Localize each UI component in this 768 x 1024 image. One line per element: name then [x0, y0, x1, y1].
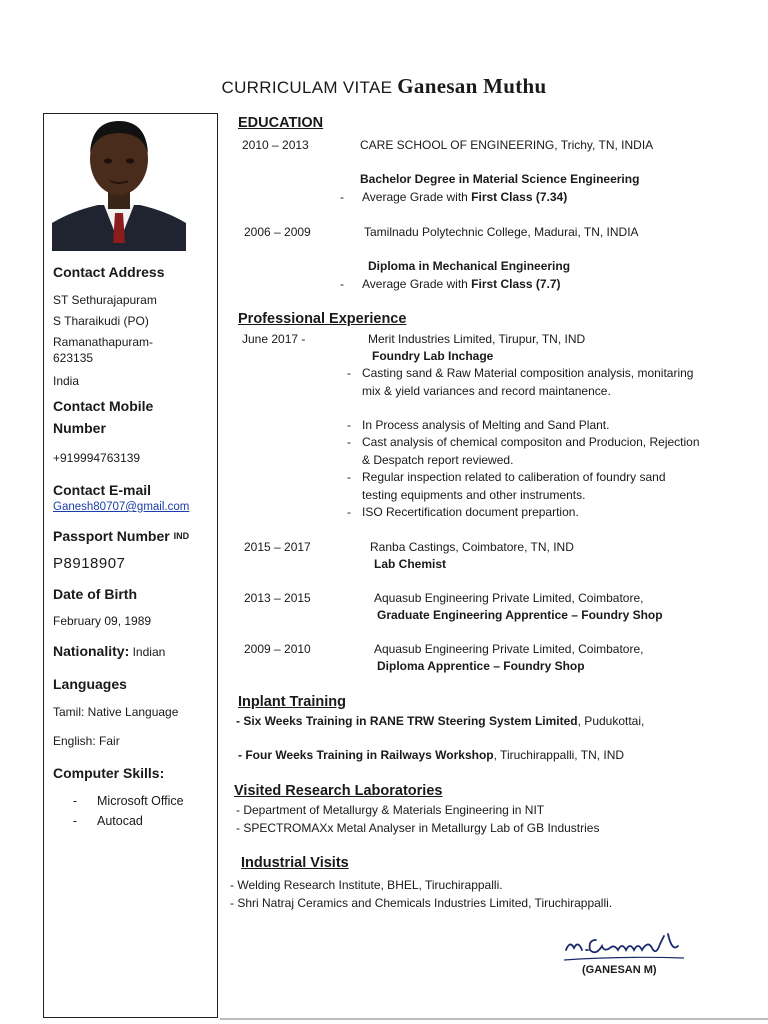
address-line: 623135 [53, 351, 94, 365]
experience-company: Ranba Castings, Coimbatore, TN, IND [370, 540, 574, 554]
sidebar [43, 113, 218, 1018]
skills-heading: Computer Skills: [53, 765, 165, 781]
education-period: 2010 – 2013 [242, 138, 309, 152]
inplant-item-rest: , Tiruchirappalli, TN, IND [493, 748, 625, 762]
duty-item: - In Process analysis of Melting and Sand Plant. [336, 417, 702, 435]
grade-prefix: Average Grade with [362, 277, 472, 291]
duty-text: In Process analysis of Melting and Sand Plant. [362, 418, 610, 432]
sidebar-details [53, 262, 213, 831]
education-heading: EDUCATION [238, 115, 324, 131]
duty-item: - Casting sand & Raw Material composition analysis, monitaring mix & yield variances and record maintanence. [336, 365, 702, 400]
grade-value: First Class (7.34) [471, 190, 568, 204]
lab-item: - SPECTROMAXx Metal Analyser in Metallurgy Lab of GB Industries [236, 821, 600, 835]
email-heading: Contact E-mail [53, 482, 152, 498]
duty-text: Casting sand & Raw Material composition analysis, monitaring mix & yield variances and record maintanence. [362, 366, 694, 398]
language-item: Tamil: Native Language [53, 705, 179, 719]
education-degree: Bachelor Degree in Material Science Engineering [360, 172, 640, 186]
skill-label: Microsoft Office [97, 794, 184, 808]
contact-address-heading: Contact Address [53, 264, 165, 280]
language-item: English: Fair [53, 734, 120, 748]
skill-item: - Microsoft Office [53, 791, 213, 811]
address-line: Ramanathapuram- [53, 335, 154, 349]
inplant-heading: Inplant Training [238, 694, 346, 710]
mobile-heading-cont: Number [53, 420, 106, 436]
page-title [0, 74, 768, 99]
signature-name: (GANESAN M) [582, 964, 657, 976]
grade-prefix: Average Grade with [362, 190, 472, 204]
nationality-value: Indian [132, 645, 166, 659]
experience-role: Graduate Engineering Apprentice – Foundry Shop [377, 608, 663, 622]
mobile-number: +919994763139 [53, 451, 141, 465]
signature-icon [560, 926, 690, 966]
grade-value: First Class (7.7) [471, 277, 561, 291]
experience-period: 2013 – 2015 [244, 591, 311, 605]
passport-country: IND [173, 531, 190, 541]
inplant-item [238, 748, 624, 762]
education-period: 2006 – 2009 [244, 225, 311, 239]
experience-company: Aquasub Engineering Private Limited, Coimbatore, [374, 642, 644, 656]
candidate-name: Ganesan Muthu [397, 74, 547, 98]
visit-item: - Shri Natraj Ceramics and Chemicals Industries Limited, Tiruchirappalli. [230, 896, 613, 910]
visits-heading: Industrial Visits [241, 855, 349, 871]
mobile-heading: Contact Mobile [53, 398, 154, 414]
address-line: India [53, 374, 80, 388]
inplant-item-bold: - Six Weeks Training in RANE TRW Steering System Limited [236, 714, 578, 728]
duty-item: - Cast analysis of chemical compositon and Producion, Rejection & Despatch report reviewed. [336, 434, 702, 469]
education-degree: Diploma in Mechanical Engineering [368, 259, 571, 273]
profile-photo [52, 119, 186, 251]
passport-number: P8918907 [53, 555, 126, 572]
duty-item: - Regular inspection related to caliberation of foundry sand testing equipments and other instruments. [336, 469, 702, 504]
skill-label: Autocad [97, 814, 143, 828]
inplant-item-rest: , Pudukottai, [577, 714, 645, 728]
bottom-divider [220, 1018, 768, 1020]
inplant-item-bold: - Four Weeks Training in Railways Workshop [238, 748, 494, 762]
experience-role: Diploma Apprentice – Foundry Shop [377, 659, 585, 673]
lab-item: - Department of Metallurgy & Materials Engineering in NIT [236, 803, 545, 817]
duty-item: - ISO Recertification document prepartion. [336, 504, 702, 522]
education-grade: - Average Grade with First Class (7.34) [340, 190, 568, 204]
passport-label: Passport Number [53, 528, 170, 544]
experience-company: Aquasub Engineering Private Limited, Coimbatore, [374, 591, 644, 605]
dob-value: February 09, 1989 [53, 614, 152, 628]
experience-period: 2009 – 2010 [244, 642, 311, 656]
experience-period: June 2017 - [242, 332, 306, 346]
inplant-item [236, 714, 644, 728]
education-institution: CARE SCHOOL OF ENGINEERING, Trichy, TN, INDIA [360, 138, 654, 152]
experience-company: Merit Industries Limited, Tirupur, TN, IND [368, 332, 586, 346]
experience-period: 2015 – 2017 [244, 540, 311, 554]
title-prefix: CURRICULAM VITAE [221, 78, 393, 97]
email-link[interactable]: Ganesh80707@gmail.com [53, 501, 190, 513]
skill-item: - Autocad [53, 811, 213, 831]
visit-item: - Welding Research Institute, BHEL, Tiruchirappalli. [230, 878, 503, 892]
nationality-row: Nationality: Indian [53, 643, 166, 659]
experience-role: Lab Chemist [374, 557, 447, 571]
passport-heading [53, 526, 213, 546]
duty-text: Cast analysis of chemical compositon and Producion, Rejection & Despatch report reviewed. [362, 435, 700, 467]
experience-heading: Professional Experience [238, 311, 407, 327]
education-institution: Tamilnadu Polytechnic College, Madurai, TN, INDIA [364, 225, 639, 239]
education-grade: - Average Grade with First Class (7.7) [340, 277, 561, 291]
address-line: S Tharaikudi (PO) [53, 314, 149, 328]
languages-heading: Languages [53, 676, 127, 692]
address-line: ST Sethurajapuram [53, 293, 157, 307]
experience-role: Foundry Lab Inchage [372, 349, 494, 363]
labs-heading: Visited Research Laboratories [234, 783, 443, 799]
duty-text: Regular inspection related to caliberation of foundry sand testing equipments and other instruments. [362, 470, 666, 502]
duty-text: ISO Recertification document prepartion. [362, 505, 579, 519]
person-photo-icon [52, 119, 186, 251]
dob-heading: Date of Birth [53, 586, 137, 602]
nationality-heading: Nationality [53, 643, 125, 659]
